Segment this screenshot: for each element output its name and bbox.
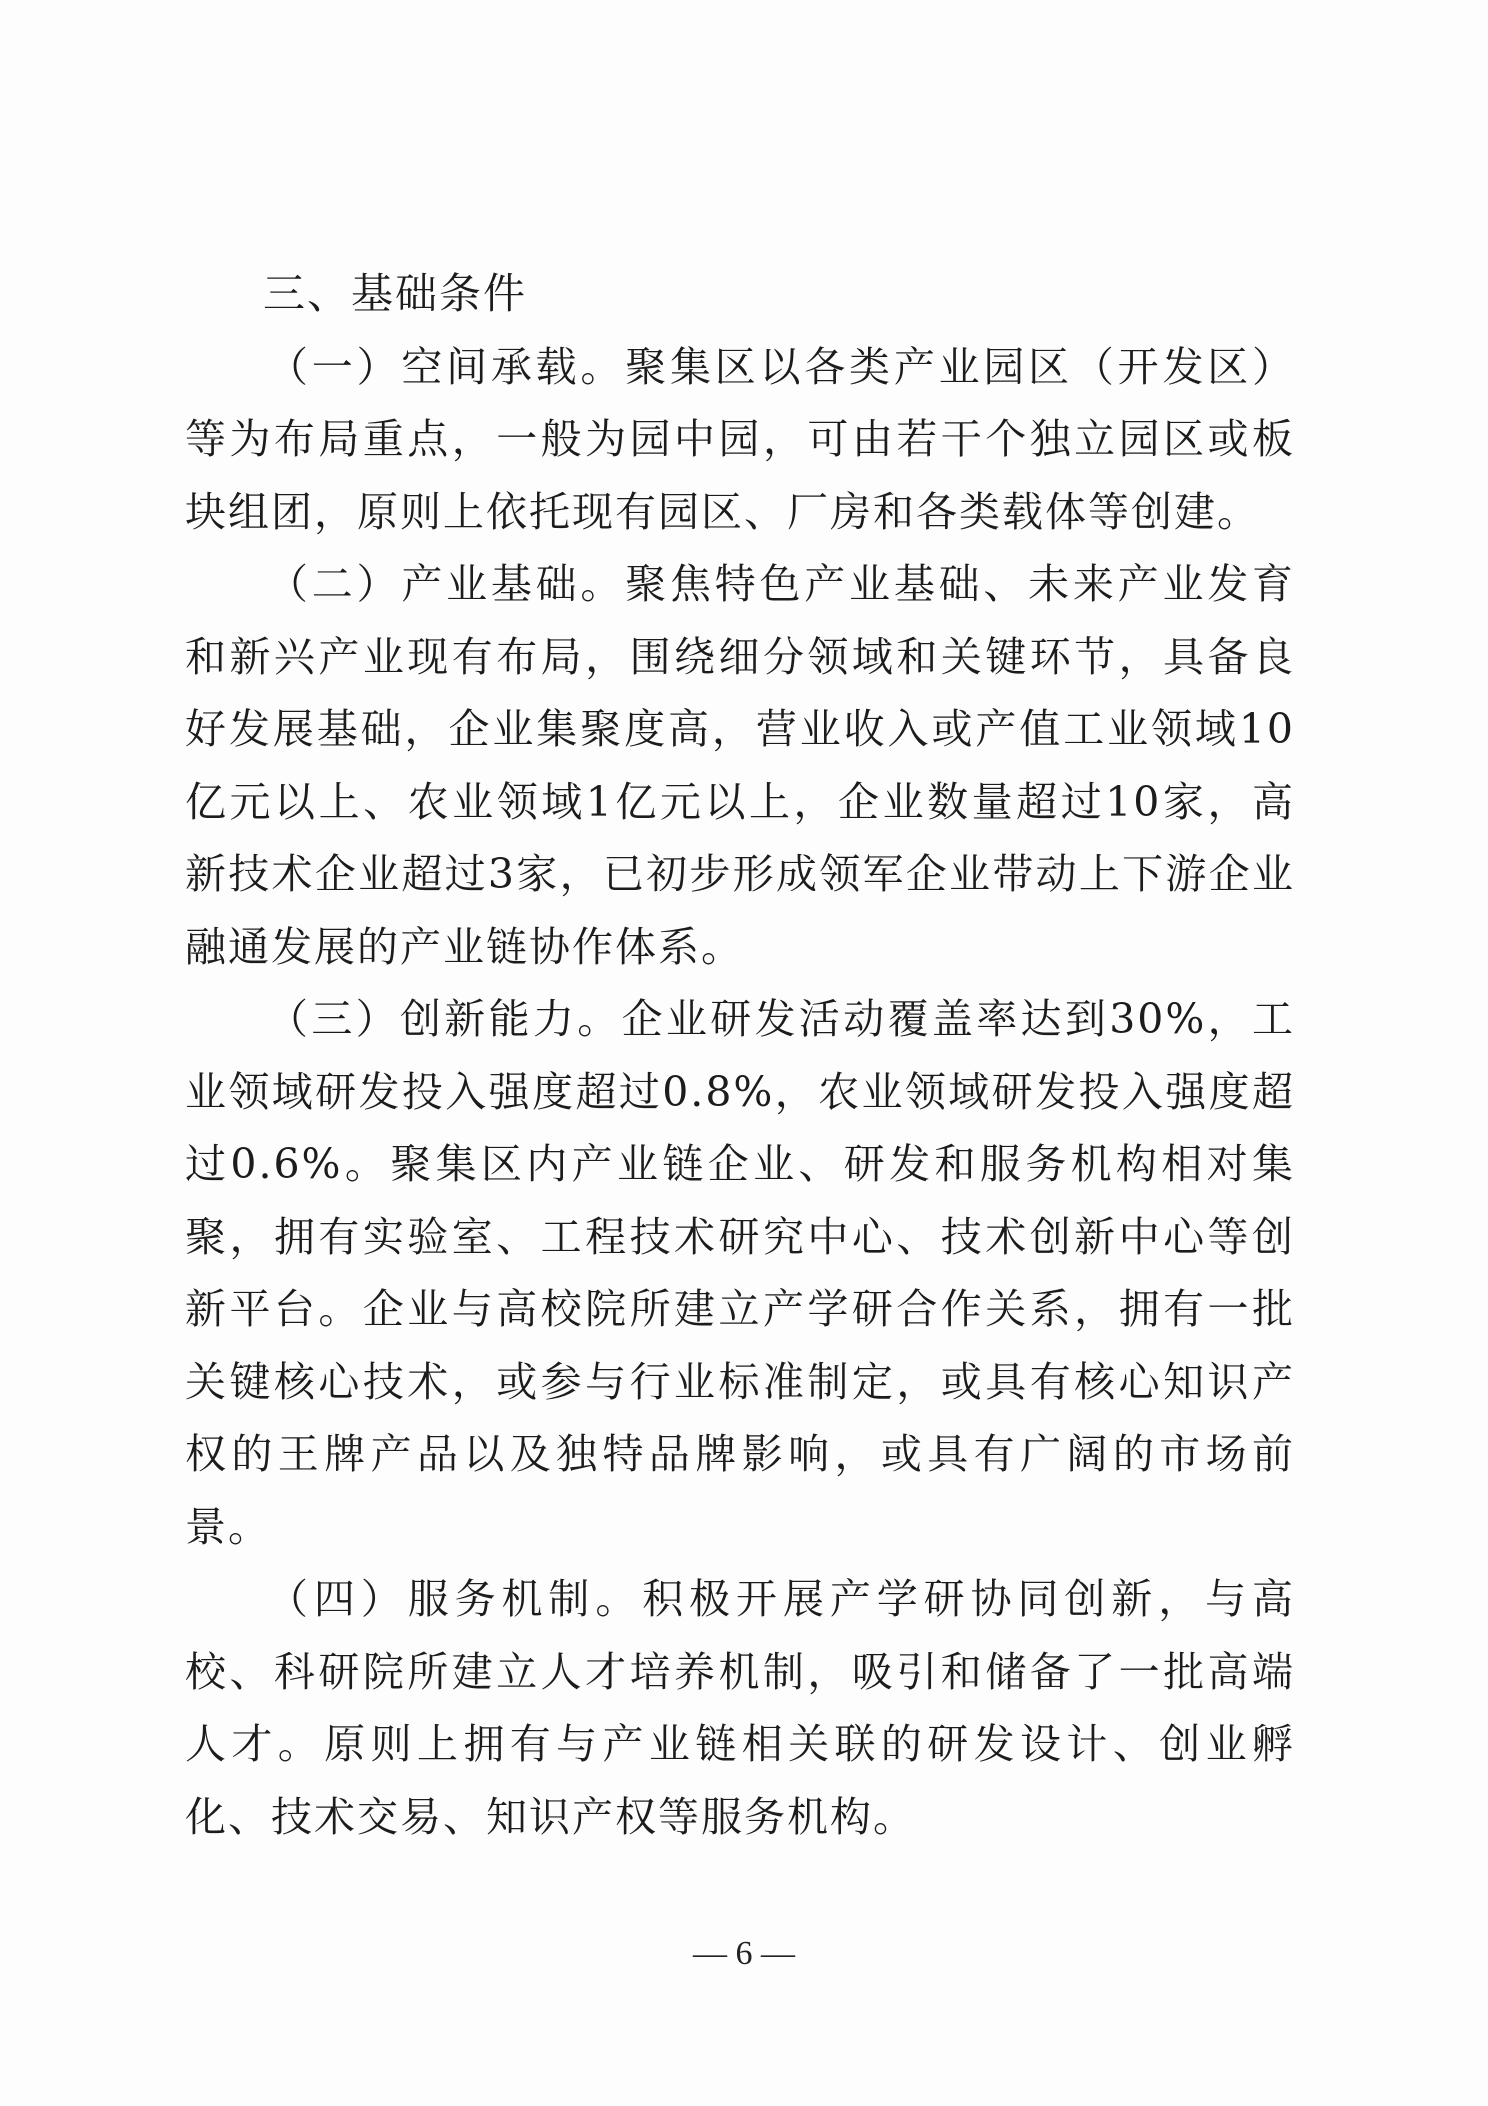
paragraph-service-mechanism: （四）服务机制。积极开展产学研协同创新，与高校、科研院所建立人才培养机制，吸引和储备了一批高端人才。原则上拥有与产业链相关联的研发设计、创业孵化、技术交易、知识产权等服务机构。	[185, 1575, 1295, 1841]
section-heading: 三、基础条件	[263, 269, 528, 318]
paragraph-space-capacity: （一）空间承载。聚集区以各类产业园区（开发区）等为布局重点，一般为园中园，可由若干个独立园区或板块组团，原则上依托现有园区、厂房和各类载体等创建。	[185, 342, 1295, 536]
paragraph-innovation-capability: （三）创新能力。企业研发活动覆盖率达到30%，工业领域研发投入强度超过0.8%，农业领域研发投入强度超过0.6%。聚集区内产业链企业、研发和服务机构相对集聚，拥有实验室、工程技术研究中心、技术创新中心等创新平台。企业与高校院所建立产学研合作关系，拥有一批关键核心技术，或参与行业标准制定，或具有核心知识产权的王牌产品以及独特品牌影响，或具有广阔的市场前景。	[185, 995, 1295, 1551]
document-body	[185, 258, 1295, 1853]
page-number: — 6 —	[693, 1935, 795, 1972]
paragraph-industry-foundation: （二）产业基础。聚焦特色产业基础、未来产业发育和新兴产业现有布局，围绕细分领域和关键环节，具备良好发展基础，企业集聚度高，营业收入或产值工业领域10亿元以上、农业领域1亿元以上，企业数量超过10家，高新技术企业超过3家，已初步形成领军企业带动上下游企业融通发展的产业链协作体系。	[185, 560, 1295, 971]
